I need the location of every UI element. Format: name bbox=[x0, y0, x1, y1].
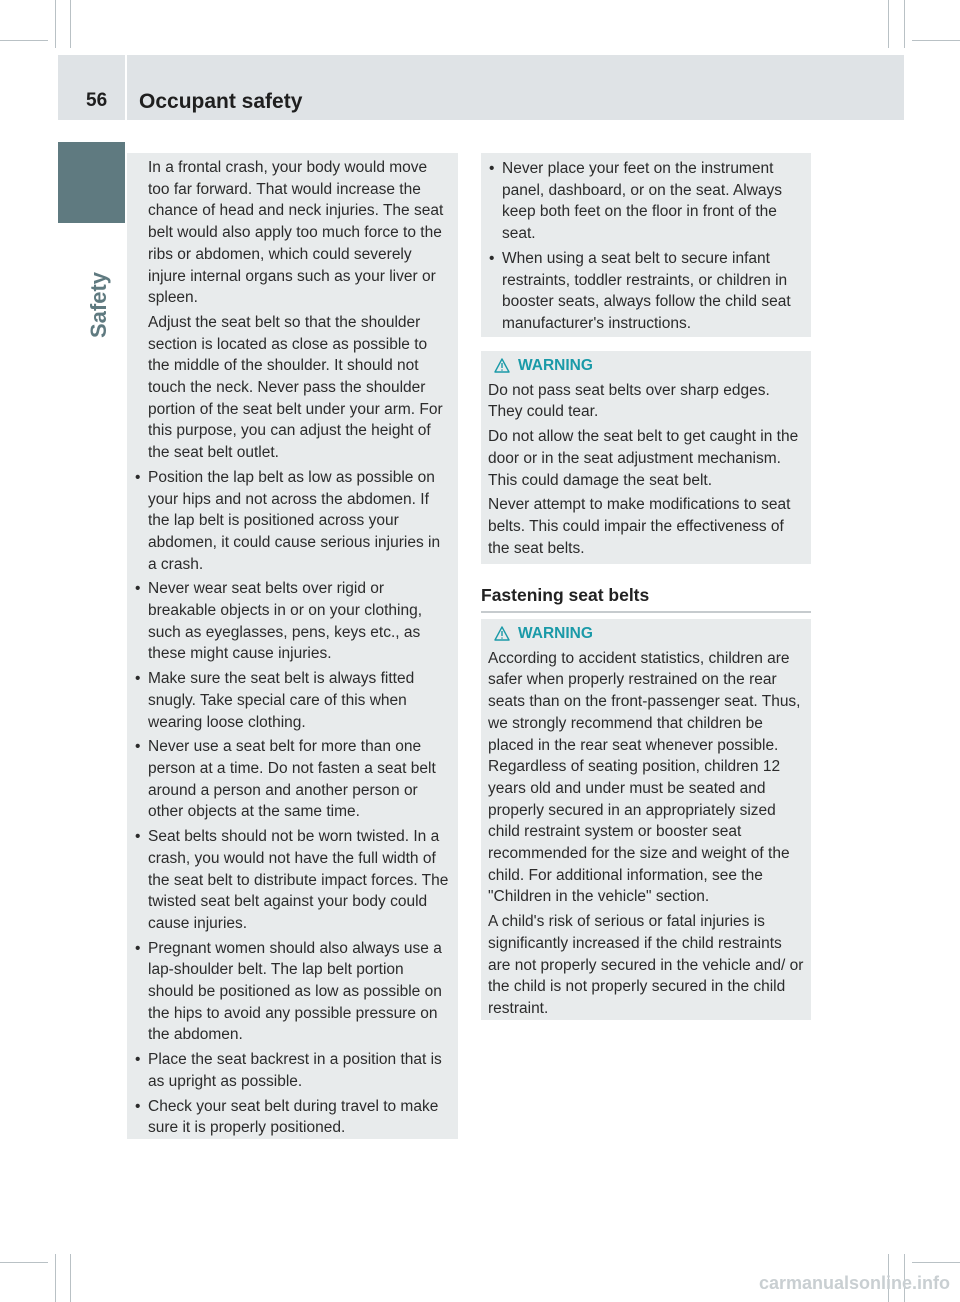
list-item: • Place the seat backrest in a position that is as upright as possible. bbox=[135, 1051, 442, 1090]
paragraph: Do not allow the seat belt to get caught in the door or in the seat adjustment mechanism. This could damage the seat belt. bbox=[488, 428, 799, 489]
crop-mark bbox=[912, 40, 960, 41]
crop-mark bbox=[912, 1262, 960, 1263]
list-item: • Make sure the seat belt is always fitted snugly. Take special care of this when wearing loose clothing. bbox=[135, 670, 415, 731]
list-item: • Position the lap belt as low as possible on your hips and not across the abdomen. If the lap belt is positioned across your abdomen, it could cause serious injuries in a crash. bbox=[135, 468, 441, 573]
section-heading: Fastening seat belts bbox=[481, 585, 811, 613]
list-item: • Pregnant women should also always use a lap-shoulder belt. The lap belt portion should be positioned as low as possible on the hips to avoid any possible pressure on the abdomen. bbox=[135, 939, 442, 1044]
warning-label: WARNING bbox=[518, 625, 593, 642]
crop-mark bbox=[55, 0, 56, 48]
footer-watermark: carmanualsonline.info bbox=[758, 1273, 950, 1293]
page-number: 56 bbox=[86, 90, 108, 111]
crop-mark bbox=[70, 0, 71, 48]
paragraph: A child's risk of serious or fatal injuries is significantly increased if the child restraints are not properly secured in the vehicle and/ or the child is not properly secured in the child restraint. bbox=[488, 913, 804, 1017]
warning-triangle-icon bbox=[494, 358, 510, 373]
paragraph: According to accident statistics, children are safer when properly restrained on the rear seats than on the front-passenger seat. Thus, we strongly recommend that children be placed in the rear seat whenever possible. Regardless of seating position, children 12 years old and under must be seated and properly secured in an appropriately sized child restraint system or booster seat recommended for the size and weight of the child. For additional information, see the "Children in the vehicle" section. bbox=[488, 649, 801, 906]
left-content-box bbox=[127, 153, 458, 1139]
crop-mark bbox=[70, 1254, 71, 1302]
header-divider bbox=[125, 55, 127, 120]
list-item: • Never place your feet on the instrument panel, dashboard, or on the seat. Always keep both feet on the floor in front of the seat. bbox=[489, 160, 783, 243]
warning-triangle-icon bbox=[494, 626, 510, 641]
crop-mark bbox=[904, 0, 905, 48]
crop-mark bbox=[55, 1254, 56, 1302]
list-item: • When using a seat belt to secure infant restraints, toddler restraints, or children in booster seats, always follow the child seat manufacturer's instructions. bbox=[489, 249, 791, 332]
crop-mark bbox=[0, 40, 48, 41]
warning-heading bbox=[488, 623, 805, 645]
crop-mark bbox=[888, 0, 889, 48]
warning-box bbox=[481, 619, 811, 1020]
warning-heading bbox=[488, 355, 805, 377]
section-tab-marker bbox=[58, 142, 125, 223]
paragraph: In a frontal crash, your body would move too far forward. That would increase the chance of head and neck injuries. The seat belt would also apply too much force to the ribs or abdomen, which could severely injure internal organs such as your liver or spleen. bbox=[148, 159, 444, 307]
list-item: • Never use a seat belt for more than one person at a time. Do not fasten a seat belt around a person and another person or other objects at the same time. bbox=[135, 738, 436, 821]
list-item: • Seat belts should not be worn twisted. In a crash, you would not have the full width of the seat belt to distribute impact forces. The twisted seat belt against your body could cause injuries. bbox=[135, 828, 449, 932]
paragraph: Never attempt to make modifications to seat belts. This could impair the effectiveness of the seat belts. bbox=[488, 496, 791, 557]
right-top-content-box bbox=[481, 153, 811, 337]
paragraph: Adjust the seat belt so that the shoulder section is located as close as possible to the middle of the shoulder. It should not touch the neck. Never pass the shoulder portion of the seat belt under your arm. For this purpose, you can adjust the height of the seat belt outlet. bbox=[148, 313, 443, 462]
warning-label: WARNING bbox=[518, 357, 593, 374]
list-item: • Never wear seat belts over rigid or breakable objects in or on your clothing, such as eyeglasses, pens, keys etc., as these might cause injuries. bbox=[135, 580, 422, 663]
page-title: Occupant safety bbox=[139, 90, 303, 113]
crop-mark bbox=[0, 1262, 48, 1263]
paragraph: Do not pass seat belts over sharp edges. They could tear. bbox=[488, 381, 770, 421]
warning-box bbox=[481, 351, 811, 564]
section-tab-label: Safety bbox=[86, 271, 111, 338]
list-item: • Check your seat belt during travel to make sure it is properly positioned. bbox=[135, 1097, 439, 1137]
